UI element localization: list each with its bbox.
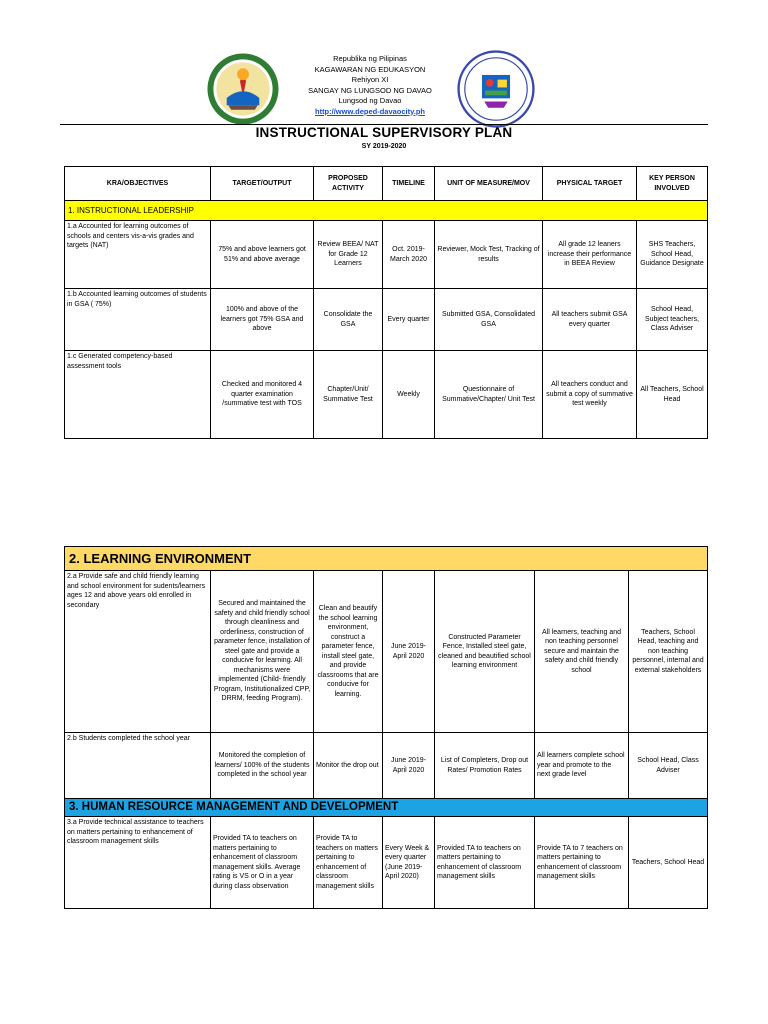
table-cell: Chapter/Unit/ Summative Test: [314, 351, 383, 439]
table-row: [65, 351, 708, 439]
column-header: TIMELINE: [383, 167, 435, 201]
table-cell: School Head, Subject teachers, Class Adviser: [637, 289, 708, 351]
table-cell: 2.b Students completed the school year: [65, 733, 211, 799]
table-cell: 3.a Provide technical assistance to teachers on matters pertaining to enhancement of classroom management skills: [65, 817, 211, 909]
table-cell: List of Completers, Drop out Rates/ Promotion Rates: [435, 733, 535, 799]
agency-header-text: [290, 54, 450, 117]
table-cell: Reviewer, Mock Test, Tracking of results: [435, 221, 543, 289]
table-cell: Provided TA to teachers on matters pertaining to enhancement of classroom management skills: [435, 817, 535, 909]
table-cell: All grade 12 leaners increase their performance in BEEA Review: [543, 221, 637, 289]
table-cell: All Teachers, School Head: [637, 351, 708, 439]
column-header: UNIT OF MEASURE/MOV: [435, 167, 543, 201]
table-cell: 1.a Accounted for learning outcomes of schools and centers vis-a-vis grades and targets (NAT): [65, 221, 211, 289]
table-cell: Oct. 2019-March 2020: [383, 221, 435, 289]
section-row: [65, 799, 708, 817]
table-cell: Monitored the completion of learners/ 100% of the students completed in the school year: [211, 733, 314, 799]
table-row: [65, 571, 708, 733]
section-title: 2. LEARNING ENVIRONMENT: [65, 547, 708, 571]
table-row: [65, 817, 708, 909]
table-cell: Checked and monitored 4 quarter examination /summative test with TOS: [211, 351, 314, 439]
table-row: [65, 221, 708, 289]
column-header: KEY PERSON INVOLVED: [637, 167, 708, 201]
header-line: SANGAY NG LUNGSOD NG DAVAO: [308, 85, 432, 95]
table-cell: Provide TA to 7 teachers on matters pertaining to enhancement of classroom management skills: [535, 817, 629, 909]
supervisory-plan-table: [64, 166, 708, 439]
table-cell: All teachers conduct and submit a copy of summative test weekly: [543, 351, 637, 439]
supervisory-plan-table-continued: [64, 546, 708, 909]
table-cell: Review BEEA/ NAT for Grade 12 Learners: [314, 221, 383, 289]
section-title: 1. INSTRUCTIONAL LEADERSHIP: [65, 201, 708, 221]
table-cell: Questionnaire of Summative/Chapter/ Unit Test: [435, 351, 543, 439]
document-header: [0, 44, 768, 124]
table-cell: All learners, teaching and non teaching personnel secure and maintain the safety and child friendly school: [535, 571, 629, 733]
section-title: 3. HUMAN RESOURCE MANAGEMENT AND DEVELOPMENT: [65, 799, 708, 817]
table-cell: 100% and above of the learners got 75% GSA and above: [211, 289, 314, 351]
table-cell: June 2019-April 2020: [383, 571, 435, 733]
table-cell: 75% and above learners got 51% and above average: [211, 221, 314, 289]
column-header: TARGET/OUTPUT: [211, 167, 314, 201]
document-title: INSTRUCTIONAL SUPERVISORY PLAN: [255, 125, 513, 140]
table-cell: Consolidate the GSA: [314, 289, 383, 351]
table-cell: Provide TA to teachers on matters pertaining to enhancement of classroom management skills: [314, 817, 383, 909]
table-cell: Every quarter: [383, 289, 435, 351]
table-cell: SHS Teachers, School Head, Guidance Designate: [637, 221, 708, 289]
header-line: KAGAWARAN NG EDUKASYON: [314, 64, 426, 74]
website-link[interactable]: http://www.deped-davaocity.ph: [314, 106, 425, 116]
section-row: [65, 201, 708, 221]
table-cell: Provided TA to teachers on matters pertaining to enhancement of classroom management skills. Average rating is VS or O in a year during class observation: [211, 817, 314, 909]
table-header-row: [65, 167, 708, 201]
table-cell: Constructed Parameter Fence, Installed steel gate, cleaned and beautified school learning environment: [435, 571, 535, 733]
school-year: SY 2019-2020: [361, 143, 407, 150]
table-cell: Weekly: [383, 351, 435, 439]
column-header: KRA/OBJECTIVES: [65, 167, 211, 201]
school-seal-icon: [457, 50, 535, 128]
table-cell: Clean and beautify the school learning environment, construct a parameter fence, install steel gate, and provide classrooms that are conducive for learning.: [314, 571, 383, 733]
column-header: PROPOSED ACTIVITY: [314, 167, 383, 201]
header-line: Lungsod ng Davao: [338, 96, 402, 105]
table-cell: Secured and maintained the safety and child friendly school through cleanliness and orderliness, construction of parameter fence, installation of steel gate and provide a conducive for learning. All mechanisms were implemented (Child- friendly Program, Institutionalized CPP, DRRM, feeding Program).: [211, 571, 314, 733]
header-line: Rehiyon XI: [351, 75, 389, 84]
table-cell: June 2019-April 2020: [383, 733, 435, 799]
table-cell: 1.b Accounted learning outcomes of students in GSA ( 75%): [65, 289, 211, 351]
table-row: [65, 733, 708, 799]
column-header: PHYSICAL TARGET: [543, 167, 637, 201]
table-row: [65, 289, 708, 351]
table-cell: All teachers submit GSA every quarter: [543, 289, 637, 351]
table-cell: Teachers, School Head: [629, 817, 708, 909]
table-cell: Every Week & every quarter (June 2019-April 2020): [383, 817, 435, 909]
table-cell: 1.c Generated competency-based assessment tools: [65, 351, 211, 439]
table-cell: School Head, Class Adviser: [629, 733, 708, 799]
header-line: Republika ng Pilipinas: [333, 54, 407, 63]
davao-city-division-seal-icon: [206, 52, 280, 126]
table-cell: All learners complete school year and promote to the next grade level: [535, 733, 629, 799]
table-cell: Submitted GSA, Consolidated GSA: [435, 289, 543, 351]
table-cell: 2.a Provide safe and child friendly learning and school environment for sudents/learners ages 12 and above years old enrolled in secondary: [65, 571, 211, 733]
table-cell: Teachers, School Head, teaching and non teaching personnel, internal and external stakeholders: [629, 571, 708, 733]
table-cell: Monitor the drop out: [314, 733, 383, 799]
section-row: [65, 547, 708, 571]
